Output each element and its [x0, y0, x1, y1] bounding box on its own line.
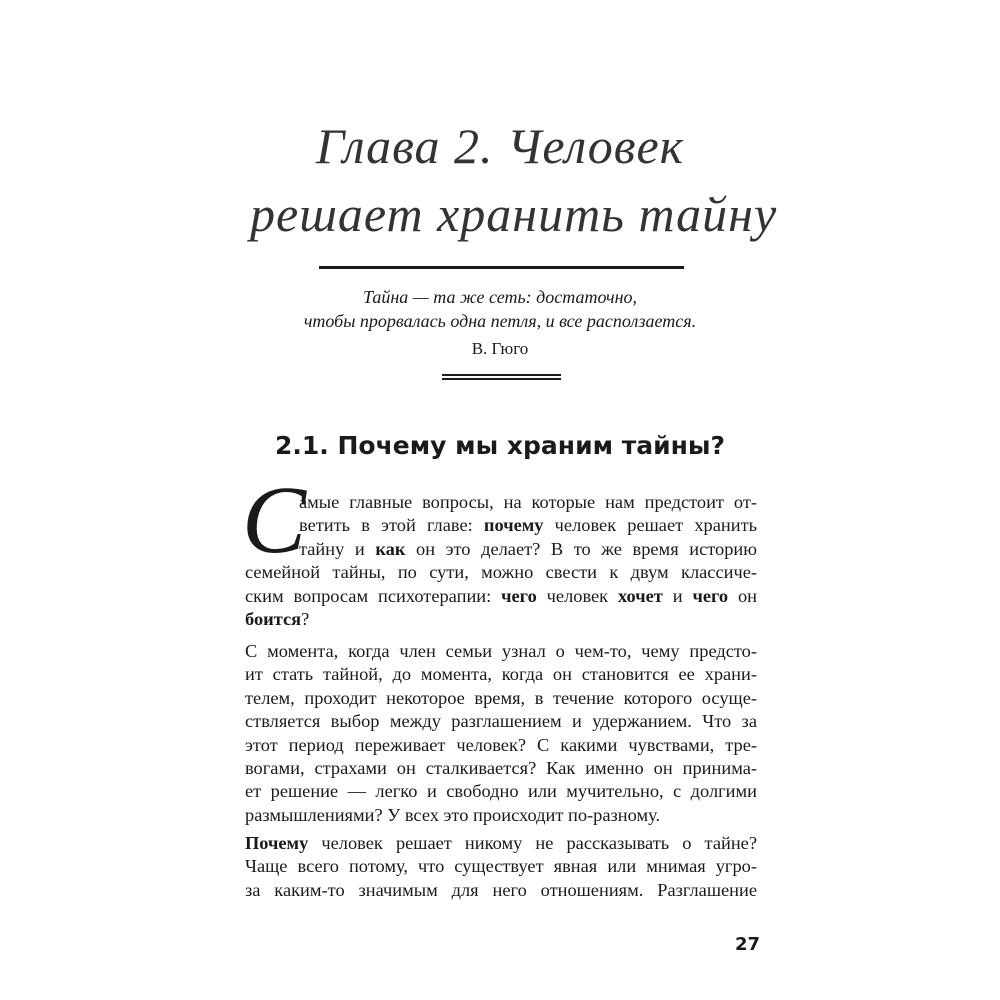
text-line: Почему человек решает никому не рассказывать о тайне?: [245, 833, 757, 853]
text-line: ит стать тайной, до момента, когда он становится ее храни-: [245, 664, 757, 685]
chapter-title-line-2: решает хранить тайну: [250, 186, 778, 242]
epigraph-author: В. Гюго: [471, 339, 529, 358]
text-line: вогами, страхами он сталкивается? Как именно он принима-: [245, 757, 757, 778]
paragraph-1: [245, 491, 757, 631]
text-line: С момента, когда член семьи узнал о чем-то, чему предсто-: [245, 641, 757, 661]
text-line: ствляется выбор между разглашением и удержанием. Что за: [245, 711, 757, 732]
text-line: ским вопросам психотерапии: чего человек хочет и чего он: [245, 585, 758, 606]
text-line: амые главные вопросы, на которые нам предстоит от-: [299, 492, 757, 512]
text-line: телем, проходит некоторое время, в течение которого осуще-: [245, 687, 757, 708]
epigraph-line-2: чтобы прорвалась одна петля, и все расползается.: [303, 311, 697, 331]
text-line: тайну и как он это делает? В то же время историю: [299, 538, 757, 559]
section-heading: 2.1. Почему мы храним тайны?: [275, 431, 725, 460]
text-line: ветить в этой главе: почему человек решает хранить: [299, 515, 758, 536]
divider-double: [442, 374, 561, 380]
divider-top: [319, 266, 684, 269]
drop-cap: С: [242, 466, 307, 573]
text-line: размышлениями? У всех это происходит по-разному.: [245, 804, 661, 825]
text-line: Чаще всего потому, что существует явная или мнимая угро-: [245, 856, 757, 877]
text-line: боится?: [245, 608, 310, 629]
paragraph-3: [245, 832, 757, 902]
paragraph-2: [245, 640, 757, 827]
page-number: 27: [734, 934, 760, 955]
epigraph-line-1: Тайна — та же сеть: достаточно,: [362, 287, 638, 307]
text-line: за каким-то значимым для него отношениям. Разглашение: [245, 879, 757, 900]
epigraph: [250, 285, 750, 333]
text-line: семейной тайны, по сути, можно свести к двум классиче-: [245, 562, 757, 583]
text-line: этот период переживает человек? С какими чувствами, тре-: [245, 734, 757, 755]
text-line: ет решение — легко и свободно или мучительно, с долгими: [245, 781, 757, 802]
chapter-title: [250, 112, 778, 248]
chapter-title-line-1: Глава 2. Человек: [315, 118, 685, 174]
